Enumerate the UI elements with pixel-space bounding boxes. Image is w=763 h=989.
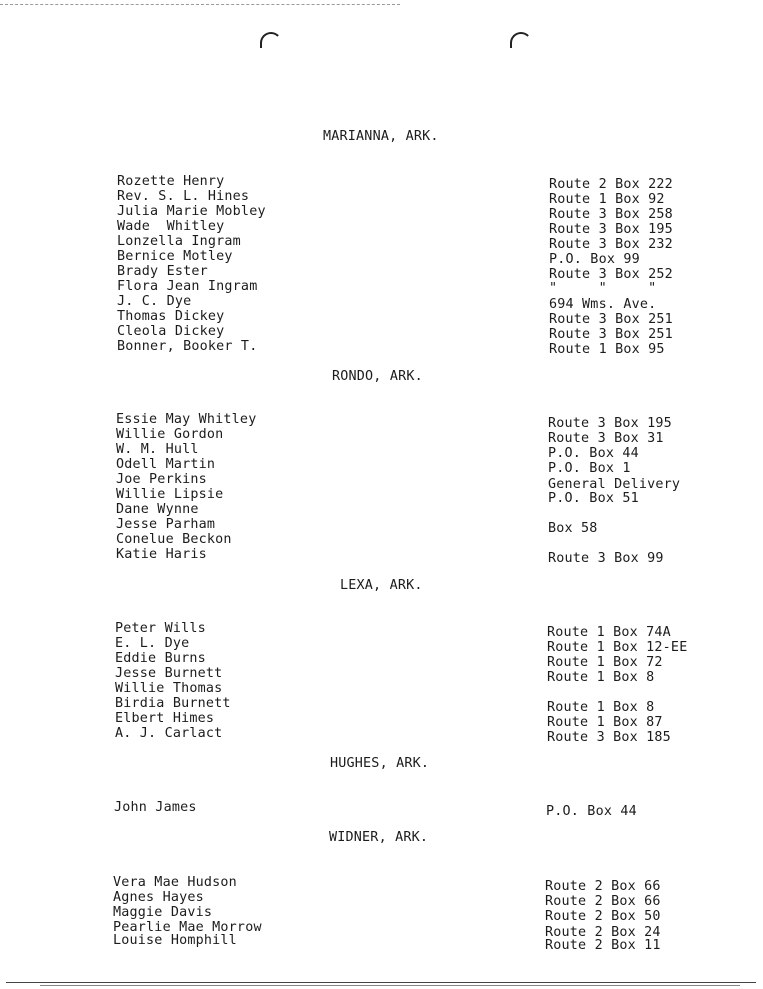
address-entry: Route 3 Box 252 bbox=[549, 267, 673, 282]
address-entry: Route 1 Box 8 bbox=[547, 700, 655, 715]
address-entry: P.O. Box 44 bbox=[548, 446, 639, 461]
name-entry: Vera Mae Hudson bbox=[113, 875, 237, 890]
address-list-hughes bbox=[546, 804, 637, 849]
address-entry: Route 1 Box 92 bbox=[549, 192, 665, 207]
address-entry: General Delivery bbox=[548, 477, 681, 492]
name-entry: Bonner, Booker T. bbox=[117, 339, 258, 354]
name-entry: Pearlie Mae Morrow bbox=[113, 920, 262, 935]
name-entry: Dane Wynne bbox=[116, 502, 199, 517]
name-list-rondo bbox=[116, 412, 257, 592]
address-entry: 694 Wms. Ave. bbox=[549, 297, 657, 312]
address-entry: Route 3 Box 185 bbox=[547, 730, 671, 745]
name-entry: Wade Whitley bbox=[117, 219, 225, 234]
address-entry: P.O. Box 51 bbox=[548, 491, 639, 506]
address-entry: P.O. Box 44 bbox=[546, 804, 637, 819]
name-list-widner bbox=[113, 875, 262, 980]
name-entry: Brady Ester bbox=[117, 264, 208, 279]
perforation-line bbox=[0, 4, 400, 5]
address-entry: Route 1 Box 72 bbox=[547, 655, 663, 670]
address-entry: Route 2 Box 222 bbox=[549, 177, 673, 192]
address-entry: Route 1 Box 95 bbox=[549, 342, 665, 357]
address-entry: Route 3 Box 251 bbox=[549, 312, 673, 327]
name-entry: Jesse Parham bbox=[116, 517, 216, 532]
name-entry: Thomas Dickey bbox=[117, 309, 225, 324]
binder-hole-right bbox=[510, 32, 532, 48]
ditto-marks: " " " bbox=[549, 281, 657, 296]
address-entry: P.O. Box 99 bbox=[549, 252, 640, 267]
section-heading-rondo: RONDO, ARK. bbox=[332, 369, 423, 384]
name-entry: A. J. Carlact bbox=[115, 726, 223, 741]
section-heading-hughes: HUGHES, ARK. bbox=[330, 756, 430, 771]
name-entry: Joe Perkins bbox=[116, 472, 207, 487]
address-entry: Route 3 Box 99 bbox=[548, 551, 664, 566]
address-entry: Route 1 Box 74A bbox=[547, 625, 671, 640]
address-list-lexa bbox=[547, 625, 688, 760]
name-entry: John James bbox=[114, 800, 197, 815]
name-entry: Willie Gordon bbox=[116, 427, 224, 442]
address-entry: Route 3 Box 195 bbox=[548, 416, 672, 431]
address-entry: Route 1 Box 87 bbox=[547, 715, 663, 730]
address-entry: Route 2 Box 50 bbox=[545, 909, 661, 924]
address-entry: Route 2 Box 66 bbox=[545, 879, 661, 894]
name-entry: Peter Wills bbox=[115, 621, 206, 636]
address-entry: Route 3 Box 31 bbox=[548, 431, 664, 446]
name-entry: Flora Jean Ingram bbox=[117, 279, 258, 294]
address-entry: Route 3 Box 232 bbox=[549, 237, 673, 252]
address-entry: Route 2 Box 24 bbox=[545, 925, 661, 940]
name-entry: Bernice Motley bbox=[117, 249, 233, 264]
name-entry: Louise Homphill bbox=[113, 933, 237, 948]
address-entry: Route 2 Box 66 bbox=[545, 894, 661, 909]
name-entry: Agnes Hayes bbox=[113, 890, 204, 905]
address-list-rondo bbox=[548, 416, 681, 566]
name-entry: Eddie Burns bbox=[115, 651, 206, 666]
name-entry: E. L. Dye bbox=[115, 636, 190, 651]
name-entry: Odell Martin bbox=[116, 457, 216, 472]
name-list-marianna bbox=[117, 174, 266, 384]
address-list-widner bbox=[545, 879, 661, 984]
name-entry: J. C. Dye bbox=[117, 294, 192, 309]
name-entry: Katie Haris bbox=[116, 547, 207, 562]
section-heading-widner: WIDNER, ARK. bbox=[329, 830, 429, 845]
page-bottom-rule-shadow bbox=[40, 985, 740, 986]
address-entry: Route 1 Box 12-EE bbox=[547, 640, 688, 655]
address-entry: P.O. Box 1 bbox=[548, 461, 631, 476]
name-entry: Lonzella Ingram bbox=[117, 234, 241, 249]
address-list-marianna bbox=[549, 177, 673, 387]
address-entry: Route 3 Box 251 bbox=[549, 327, 673, 342]
name-entry: Rozette Henry bbox=[117, 174, 225, 189]
address-entry: Route 1 Box 8 bbox=[547, 670, 655, 685]
page-bottom-rule bbox=[6, 982, 756, 983]
name-entry: Essie May Whitley bbox=[116, 412, 257, 427]
address-entry: Box 58 bbox=[548, 521, 598, 536]
binder-hole-left bbox=[260, 32, 282, 48]
section-heading-lexa: LEXA, ARK. bbox=[340, 578, 423, 593]
name-entry: Willie Lipsie bbox=[116, 487, 224, 502]
name-entry: Cleola Dickey bbox=[117, 324, 225, 339]
name-entry: Maggie Davis bbox=[113, 905, 213, 920]
name-entry: Jesse Burnett bbox=[115, 666, 223, 681]
section-heading-marianna: MARIANNA, ARK. bbox=[323, 129, 439, 144]
name-entry: Willie Thomas bbox=[115, 681, 223, 696]
address-entry: Route 3 Box 195 bbox=[549, 222, 673, 237]
address-entry: Route 3 Box 258 bbox=[549, 207, 673, 222]
address-entry: Route 2 Box 11 bbox=[545, 938, 661, 953]
name-entry: Julia Marie Mobley bbox=[117, 204, 266, 219]
name-list-lexa bbox=[115, 621, 231, 771]
name-entry: Birdia Burnett bbox=[115, 696, 231, 711]
name-list-hughes bbox=[114, 800, 197, 845]
name-entry: Rev. S. L. Hines bbox=[117, 189, 250, 204]
name-entry: W. M. Hull bbox=[116, 442, 199, 457]
name-entry: Conelue Beckon bbox=[116, 532, 232, 547]
name-entry: Elbert Himes bbox=[115, 711, 215, 726]
